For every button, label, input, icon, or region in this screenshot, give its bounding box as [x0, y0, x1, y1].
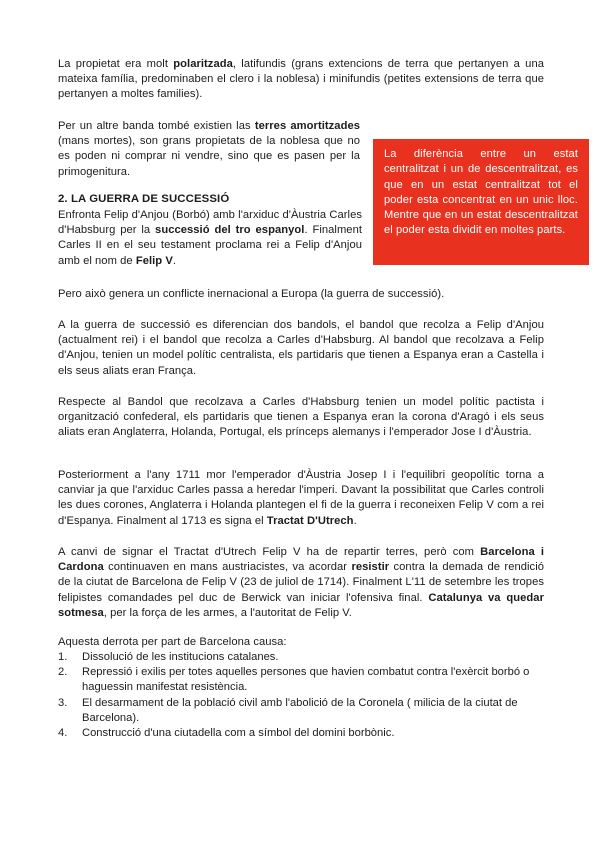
text-run: , latifundis (grans extencions de terra que pertanyen a una mateixa família, predominaben el clero i la noblesa) i minifundis (petites extensions de terra que pertanyen a moltes families).: [58, 58, 544, 101]
section-heading: 2. LA GUERRA DE SUCCESSIÓ: [58, 193, 230, 205]
text-run: , per la força de les armes, a l'autoritat de Felip V.: [103, 606, 352, 619]
text-run: A canvi de signar el Tractat d'Utrech Felip V ha de repartir terres, però com: [58, 546, 481, 558]
consequences-list: [58, 650, 544, 741]
paragraph-two-sides: A la guerra de successió es diferencian dos bandols, el bandol que recolza a Felip d'Anjou (actualment rei) i el bandol que recolza a Carles d'Habsburg. Al bandol que recolzava a Felip d'Anjou, tenien un model polític centralista, els partidaris que tienen a Espanya eran a Castella i els seus aliats eran França.: [58, 319, 544, 377]
bold-term: Barcelona i Cardona: [58, 546, 544, 574]
bold-term: Felip V: [135, 254, 173, 267]
paragraph-consequences-intro: Aquesta derrota per part de Barcelona causa:: [58, 636, 287, 648]
list-item: [58, 665, 544, 695]
list-item: [58, 726, 544, 741]
paragraph-utrecht: [58, 468, 544, 529]
text-run: continuaven en mans austriacistes, va acordar: [103, 561, 352, 574]
list-text: Repressió i exilis per totes aquelles persones que havien combatut contra l'exèrcit borbó o haguessin manifestat resistència.: [82, 666, 530, 694]
paragraph-conflict: Pero això genera un conflicte inernacional a Europa (la guerra de successió).: [58, 288, 445, 300]
list-number: 2.: [58, 666, 68, 679]
text-run: contra la demada de rendició de la ciutat de Barcelona de Felip V (23 de juliol de 1714). Finalment L'11 de setembre les tropes felipistes comandades pel duc de Berwick van iniciar l'ofensiva final.: [58, 561, 545, 604]
list-text: El desarmament de la població civil amb l'abolició de la Coronela ( milicia de la ciutat de Barcelona).: [82, 696, 518, 724]
bold-term: Catalunya va quedar sotmesa: [58, 591, 544, 619]
definition-callout: [373, 139, 589, 265]
list-number: 1.: [58, 651, 68, 663]
bold-term: resistir: [351, 561, 390, 574]
text-run: Enfronta Felip d'Anjou (Borbó) amb l'arxiduc d'Àustria Carles d'Habsburg per la: [58, 209, 362, 237]
bold-term: successió del tro espanyol: [155, 224, 305, 237]
list-item: [58, 696, 544, 726]
text-run: Posteriorment a l'any 1711 mor l'emperador d'Àustria Josep I i l'equilibri geopolític torna a canviar ja que l'arxiduc Carles passa a heredar l'imperi. Davant la possibilitat que Carles controli les dues corones, Anglaterra i Holanda plantegen el fi de la guerra i reconeixen Felip V com a rei d'Espanya. Finalment al 1713 es signa el: [58, 469, 544, 527]
bold-term: polaritzada: [173, 58, 233, 70]
paragraph-mortmain: [58, 119, 360, 180]
text-run: .: [353, 514, 357, 527]
paragraph-habsburg-side: Respecte al Bandol que recolzava a Carles d'Habsburg tenien un model polític pactista i organització confederal, els partidaris que tienen a Espanya eran la corona d'Aragó i els seus aliats eran Anglaterra, Holanda, Portugal, els prínceps alemanys i l'emperador Jose I d'Àustria.: [58, 396, 544, 439]
list-text: Dissolució de les institucions catalanes.: [82, 651, 279, 663]
text-run: (mans mortes), son grans propietats de la noblesa que no es poden ni comprar ni vendre, sino que es pasen per la primogenitura.: [58, 135, 360, 178]
list-item: [58, 650, 544, 665]
paragraph-property: [58, 57, 544, 103]
callout-text: La diferència entre un estat centralitzat i un de descentralitzat, es que en un estat centralitzat tot el poder esta concentrat en un unic lloc. Mentre que en un estat descentralitzat el poder esta dividit en moltes parts.: [384, 148, 578, 237]
list-number: 3.: [58, 696, 68, 709]
text-run: La propietat era molt: [58, 58, 174, 70]
text-run: . Finalment Carles II en el seu testament proclama rei a Felip d'Anjou amb el nom de: [58, 224, 363, 267]
text-run: Per un altre banda tombé existien las: [58, 120, 255, 132]
list-number: 4.: [58, 727, 68, 740]
text-run: .: [172, 254, 177, 267]
bold-term: Tractat D'Utrech: [266, 514, 354, 527]
bold-term: terres amortitzades: [254, 120, 360, 132]
list-text: Construcció d'una ciutadella com a símbol del domini borbònic.: [82, 727, 395, 740]
paragraph-barcelona-resistance: [58, 545, 544, 621]
paragraph-succession: [58, 208, 362, 269]
